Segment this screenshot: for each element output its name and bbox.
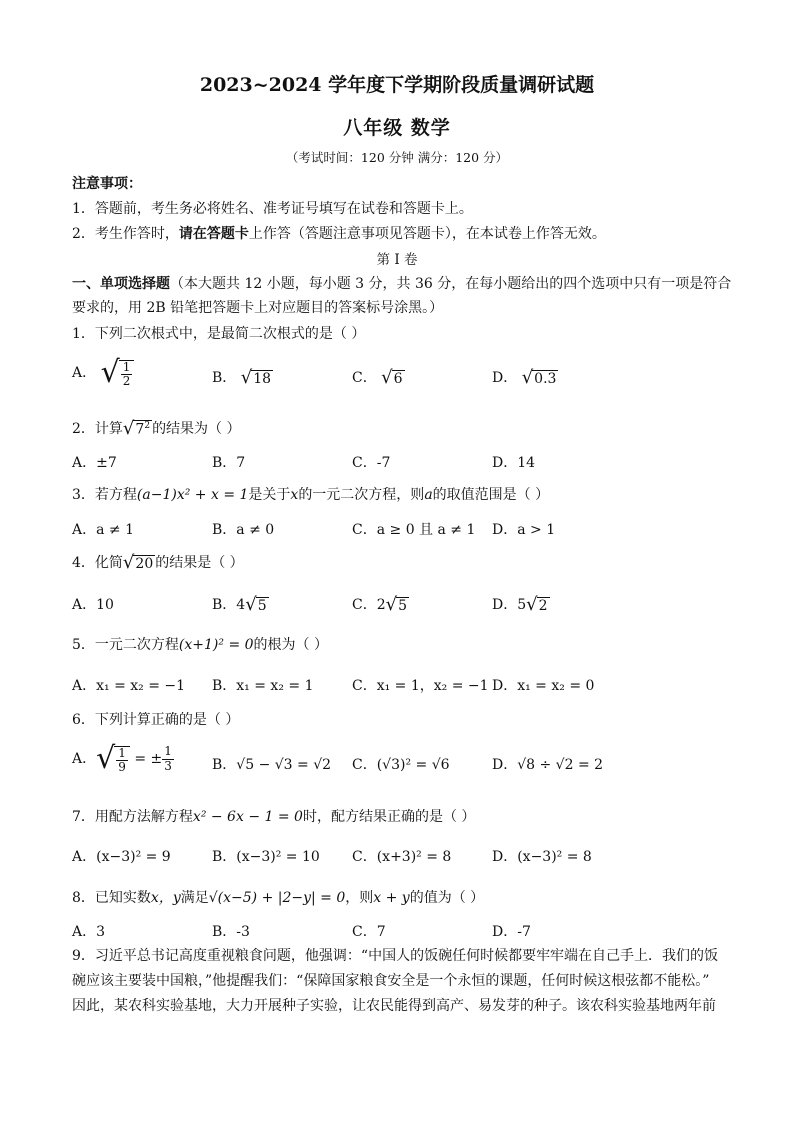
q9-line3: 因此，某农科实验基地，大力开展种子实验，让农民能得到高产、易发芽的种子。该农科实验基地两年前 bbox=[72, 998, 716, 1014]
q1-stem: 1．下列二次根式中，是最简二次根式的是（ ） bbox=[72, 326, 366, 342]
q6-a-rden: 3 bbox=[164, 758, 172, 773]
q5-stem-post: 的根为（ ） bbox=[253, 637, 328, 653]
part1-desc: （本大题共 12 小题，每小题 3 分，共 36 分，在每小题给出的四个选项中只有一项是符合 bbox=[170, 276, 732, 292]
q4-rad: 20 bbox=[135, 555, 154, 572]
notice-item-2-bold: 请在答题卡 bbox=[178, 226, 249, 242]
q2-exp: 2 bbox=[144, 421, 151, 432]
q1-c-radical: √ 6 bbox=[381, 367, 403, 388]
q8-vars: x，y bbox=[150, 890, 181, 906]
q2-stem bbox=[72, 418, 241, 438]
q2-rad: 7 bbox=[135, 421, 145, 438]
q4-b-rad: 5 bbox=[257, 597, 267, 614]
q5-option-b: B．x₁ = x₂ = 1 bbox=[212, 678, 314, 694]
q7-stem bbox=[72, 806, 475, 826]
q3-option-c: C．a ≥ 0 且 a ≠ 1 bbox=[352, 522, 476, 538]
q6-option-b: B．√5 − √3 = √2 bbox=[212, 757, 332, 773]
q3-stem-pre: 3．若方程 bbox=[72, 487, 137, 503]
q7-option-d: D．(x−3)² = 8 bbox=[492, 849, 592, 865]
part1-line1 bbox=[72, 273, 731, 293]
q1-a-radical: √ $\frac{1}{2}$ bbox=[101, 358, 135, 388]
q6-option-c: C．(√3)² = √6 bbox=[352, 757, 450, 773]
notice-item-2 bbox=[72, 223, 606, 243]
q4-d-rad: 2 bbox=[538, 597, 548, 614]
q8-stem-mid2: ，则 bbox=[345, 890, 374, 906]
notice-heading: 注意事项： bbox=[72, 176, 142, 192]
q6-stem: 6．下列计算正确的是（ ） bbox=[72, 712, 240, 728]
q8-stem-mid: 满足 bbox=[180, 890, 209, 906]
q8-option-c: C．7 bbox=[352, 924, 386, 940]
q1-c-label: C． bbox=[352, 370, 377, 386]
q1-a-den: 2 bbox=[122, 373, 131, 388]
q5-option-d: D．x₁ = x₂ = 0 bbox=[492, 678, 595, 694]
notice-item-1: 1．答题前，考生务必将姓名、准考证号填写在试卷和答题卡上。 bbox=[72, 201, 473, 217]
part1-line2: 要求的，用 2B 铅笔把答题卡上对应题目的答案标号涂黑。） bbox=[72, 300, 444, 316]
q7-option-a: A．(x−3)² = 9 bbox=[72, 849, 171, 865]
volume-label: 第 I 卷 bbox=[376, 252, 418, 268]
q6-a-label: A． bbox=[72, 751, 97, 767]
q6-a-den: 9 bbox=[118, 759, 126, 774]
q8-stem-pre: 8．已知实数 bbox=[72, 890, 151, 906]
q4-d-radical: √ 2 bbox=[526, 594, 548, 615]
q1-option-c bbox=[352, 367, 405, 387]
notice-item-2-pre: 2．考生作答时， bbox=[72, 226, 179, 242]
q1-option-d bbox=[492, 367, 558, 387]
q7-option-c: C．(x+3)² = 8 bbox=[352, 849, 452, 865]
q7-stem-post: 时，配方结果正确的是（ ） bbox=[302, 809, 476, 825]
q2-stem-post: 的结果为（ ） bbox=[152, 421, 241, 437]
q1-b-radical: √ 18 bbox=[240, 367, 272, 388]
q4-c-radical: √ 5 bbox=[385, 594, 408, 615]
q8-option-a: A．3 bbox=[72, 924, 106, 940]
q5-stem-pre: 5．一元二次方程 bbox=[72, 637, 179, 653]
q4-d-pre: D．5 bbox=[492, 597, 527, 613]
q4-radical: √ 20 bbox=[122, 552, 154, 573]
q8-stem-post: 的值为（ ） bbox=[409, 890, 485, 906]
exam-subtitle: 八年级 数学 bbox=[343, 117, 451, 139]
q3-var-a: a bbox=[424, 487, 433, 503]
q4-stem bbox=[72, 552, 244, 572]
notice-item-2-post: 上作答（答题注意事项见答题卡），在本试卷上作答无效。 bbox=[248, 226, 606, 242]
q8-option-d: D．-7 bbox=[492, 924, 531, 940]
q5-option-c: C．x₁ = 1，x₂ = −1 bbox=[352, 678, 489, 694]
q3-option-a: A．a ≠ 1 bbox=[72, 522, 134, 538]
q3-stem-post: 的取值范围是（ ） bbox=[432, 487, 550, 503]
q8-expr: x + y bbox=[373, 890, 410, 906]
q7-stem-pre: 7．用配方法解方程 bbox=[72, 809, 193, 825]
q4-option-a: A．10 bbox=[72, 597, 114, 613]
part1-heading: 一、单项选择题 bbox=[72, 276, 170, 292]
q1-b-label: B． bbox=[212, 370, 237, 386]
q3-var-x: x bbox=[290, 487, 299, 503]
q4-b-radical: √ 5 bbox=[245, 594, 267, 615]
q3-option-b: B．a ≠ 0 bbox=[212, 522, 275, 538]
exam-info: （考试时间：120 分钟 满分：120 分） bbox=[285, 150, 509, 165]
q2-stem-pre: 2．计算 bbox=[72, 421, 123, 437]
q3-stem bbox=[72, 484, 549, 504]
q2-option-a: A．±7 bbox=[72, 455, 117, 471]
q7-equation: x² − 6x − 1 = 0 bbox=[192, 809, 303, 825]
q1-option-a bbox=[72, 355, 134, 390]
q3-equation: (a−1)x² + x = 1 bbox=[136, 487, 249, 503]
q1-b-rad: 18 bbox=[253, 370, 272, 387]
q5-stem bbox=[72, 634, 328, 654]
q4-option-c bbox=[352, 594, 409, 614]
q2-radical: √ $7^2$ bbox=[122, 418, 151, 439]
q2-option-d: D．14 bbox=[492, 455, 536, 471]
q5-option-a: A．x₁ = x₂ = −1 bbox=[72, 678, 186, 694]
q1-a-label: A． bbox=[72, 365, 97, 381]
q1-d-radical: √ 0.3 bbox=[521, 367, 557, 388]
q1-option-b bbox=[212, 367, 273, 387]
q1-d-rad: 0.3 bbox=[534, 370, 557, 387]
q6-a-radical: √ $\frac{1}{9}$ bbox=[96, 744, 130, 774]
q8-stem bbox=[72, 887, 484, 907]
q6-a-num: 1 bbox=[118, 745, 126, 760]
q3-stem-mid2: 的一元二次方程，则 bbox=[298, 487, 425, 503]
q4-b-pre: B．4 bbox=[212, 597, 246, 613]
q4-stem-pre: 4．化简 bbox=[72, 555, 123, 571]
exam-title: 2023~2024 学年度下学期阶段质量调研试题 bbox=[199, 74, 595, 96]
q4-option-d bbox=[492, 594, 550, 614]
q4-stem-post: 的结果是（ ） bbox=[155, 555, 244, 571]
q9-line1: 9．习近平总书记高度重视粮食问题，他强调：“中国人的饭碗任何时候都要牢牢端在自己手上．我们的饭 bbox=[72, 948, 719, 964]
q5-equation: (x+1)² = 0 bbox=[178, 637, 254, 653]
q6-option-a bbox=[72, 741, 174, 776]
q6-a-eq: = ± bbox=[134, 751, 163, 767]
q7-option-b: B．(x−3)² = 10 bbox=[212, 849, 320, 865]
q4-c-pre: C．2 bbox=[352, 597, 386, 613]
q4-option-b bbox=[212, 594, 269, 614]
q3-option-d: D．a > 1 bbox=[492, 522, 556, 538]
q3-stem-mid: 是关于 bbox=[248, 487, 291, 503]
q8-option-b: B．-3 bbox=[212, 924, 250, 940]
q6-option-d: D．√8 ÷ √2 = 2 bbox=[492, 757, 604, 773]
q2-option-c: C．-7 bbox=[352, 455, 391, 471]
q1-c-rad: 6 bbox=[393, 370, 403, 387]
q6-a-rnum: 1 bbox=[164, 744, 172, 759]
q9-line2: 碗应该主要装中国粮，”他提醒我们：“保障国家粮食安全是一个永恒的课题，任何时候这根弦都不能松。” bbox=[72, 973, 710, 989]
q1-d-label: D． bbox=[492, 370, 518, 386]
q8-condition: √(x−5) + |2−y| = 0 bbox=[208, 890, 346, 906]
q4-c-rad: 5 bbox=[398, 597, 408, 614]
q2-option-b: B．7 bbox=[212, 455, 246, 471]
q1-a-num: 1 bbox=[122, 359, 131, 374]
